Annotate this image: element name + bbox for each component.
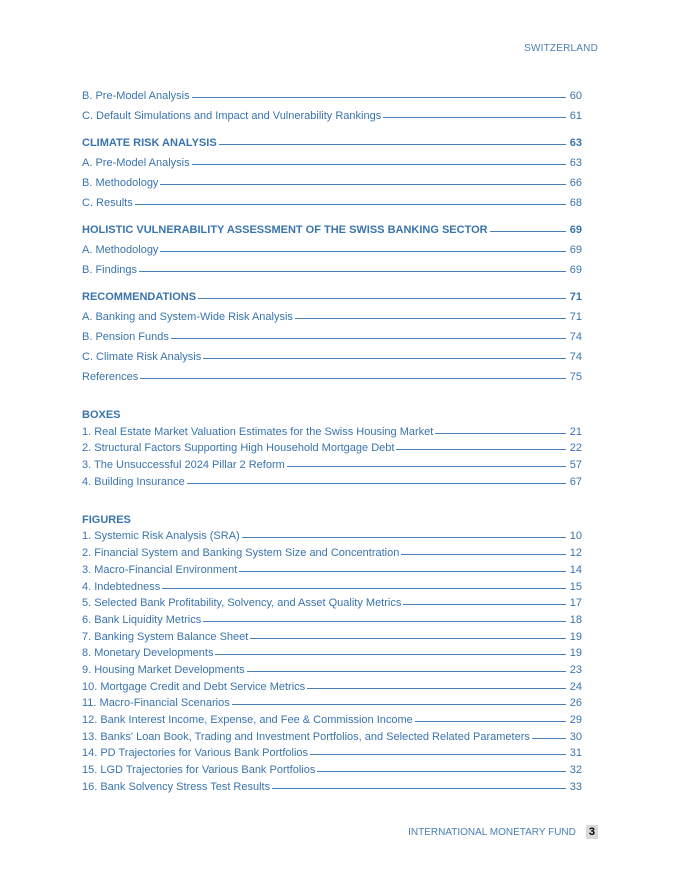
leader-line bbox=[232, 703, 566, 705]
toc-entry-label: 1. Real Estate Market Valuation Estimates for the Swiss Housing Market bbox=[82, 425, 434, 438]
toc-entry-page: 67 bbox=[569, 475, 582, 488]
toc-entry[interactable] bbox=[82, 726, 582, 743]
leader-line bbox=[162, 587, 566, 589]
leader-line bbox=[435, 432, 566, 434]
leader-line bbox=[160, 250, 566, 252]
leader-line bbox=[203, 357, 566, 359]
leader-line bbox=[415, 720, 566, 722]
toc-section-heading[interactable] bbox=[82, 216, 582, 236]
toc-entry[interactable] bbox=[82, 454, 582, 471]
toc-entry-page: 69 bbox=[569, 224, 582, 236]
toc-entry-label: 8. Monetary Developments bbox=[82, 647, 214, 660]
toc-entry[interactable] bbox=[82, 189, 582, 209]
leader-line bbox=[295, 317, 566, 319]
toc-section-heading[interactable] bbox=[82, 129, 582, 149]
toc-entry-page: 26 bbox=[569, 697, 582, 710]
leader-line bbox=[396, 448, 566, 450]
toc-entry-label: C. Results bbox=[82, 197, 133, 209]
toc-entry[interactable] bbox=[82, 169, 582, 189]
page-footer bbox=[408, 825, 598, 839]
toc-entry-page: 21 bbox=[569, 425, 582, 438]
leader-line bbox=[239, 570, 566, 572]
leader-line bbox=[401, 553, 566, 555]
toc-entry-label: 10. Mortgage Credit and Debt Service Metrics bbox=[82, 680, 306, 693]
toc-entry-label: 11. Macro-Financial Scenarios bbox=[82, 697, 230, 710]
toc-entry-page: 24 bbox=[569, 680, 582, 693]
toc-entry[interactable] bbox=[82, 236, 582, 256]
toc-entry-label: A. Pre-Model Analysis bbox=[82, 157, 190, 169]
toc-entry-page: 17 bbox=[569, 597, 582, 610]
toc-entry-page: 71 bbox=[569, 311, 582, 323]
toc-entry[interactable] bbox=[82, 471, 582, 488]
toc-entry-page: 68 bbox=[569, 197, 582, 209]
toc-entry[interactable] bbox=[82, 676, 582, 693]
toc-entry-label: 14. PD Trajectories for Various Bank Portfolios bbox=[82, 747, 309, 760]
toc-entry-page: 19 bbox=[569, 630, 582, 643]
leader-line bbox=[171, 337, 566, 339]
toc-entry-label: 3. The Unsuccessful 2024 Pillar 2 Reform bbox=[82, 459, 285, 472]
leader-line bbox=[532, 737, 566, 739]
leader-line bbox=[490, 230, 566, 232]
toc-entry-page: 29 bbox=[569, 714, 582, 726]
toc-entry[interactable] bbox=[82, 323, 582, 343]
toc-entry-page: 30 bbox=[569, 730, 582, 743]
leader-line bbox=[247, 670, 566, 672]
toc-entry-page: 66 bbox=[569, 177, 582, 189]
leader-line bbox=[203, 620, 566, 622]
figures-list bbox=[82, 526, 582, 793]
toc-entry[interactable] bbox=[82, 343, 582, 363]
toc-entry[interactable] bbox=[82, 759, 582, 776]
toc-entry-page: 22 bbox=[569, 442, 582, 455]
toc-entry-label: 7. Banking System Balance Sheet bbox=[82, 630, 249, 643]
toc-entry-label: 4. Building Insurance bbox=[82, 475, 185, 488]
toc-entry[interactable] bbox=[82, 526, 582, 543]
toc-entry-label: 3. Macro-Financial Environment bbox=[82, 563, 238, 576]
toc-entry-page: 15 bbox=[569, 580, 582, 593]
toc-entry-label: References bbox=[82, 371, 139, 383]
leader-line bbox=[139, 270, 566, 272]
toc-entry[interactable] bbox=[82, 576, 582, 593]
toc-entry-label: 2. Structural Factors Supporting High Household Mortgage Debt bbox=[82, 442, 395, 455]
toc-main-list bbox=[82, 82, 582, 383]
toc-entry-label: CLIMATE RISK ANALYSIS bbox=[82, 137, 217, 149]
toc-entry-label: RECOMMENDATIONS bbox=[82, 291, 197, 303]
leader-line bbox=[192, 96, 566, 98]
toc-entry[interactable] bbox=[82, 659, 582, 676]
toc-entry-label: 16. Bank Solvency Stress Test Results bbox=[82, 780, 271, 793]
leader-line bbox=[160, 183, 566, 185]
leader-line bbox=[272, 787, 566, 789]
leader-line bbox=[187, 482, 566, 484]
toc-entry-label: B. Findings bbox=[82, 264, 138, 276]
toc-entry-page: 71 bbox=[569, 291, 582, 303]
toc-entry-page: 57 bbox=[569, 459, 582, 472]
toc-entry[interactable] bbox=[82, 421, 582, 438]
toc-entry-label: B. Pre-Model Analysis bbox=[82, 90, 190, 102]
toc-entry-label: HOLISTIC VULNERABILITY ASSESSMENT OF THE SWISS BANKING SECTOR bbox=[82, 224, 488, 236]
toc-entry-label: 4. Indebtedness bbox=[82, 580, 161, 593]
toc-entry-page: 14 bbox=[569, 563, 582, 576]
toc-entry-label: 2. Financial System and Banking System Size and Concentration bbox=[82, 547, 400, 560]
leader-line bbox=[198, 297, 566, 299]
toc-entry[interactable] bbox=[82, 82, 582, 102]
toc-entry-label: A. Banking and System-Wide Risk Analysis bbox=[82, 311, 293, 323]
leader-line bbox=[287, 465, 566, 467]
toc-entry-label: 5. Selected Bank Profitability, Solvency, and Asset Quality Metrics bbox=[82, 597, 402, 610]
toc-entry-label: 1. Systemic Risk Analysis (SRA) bbox=[82, 530, 240, 543]
toc-entry-page: 75 bbox=[569, 371, 582, 383]
toc-entry[interactable] bbox=[82, 149, 582, 169]
toc-entry-page: 23 bbox=[569, 663, 582, 676]
running-header: SWITZERLAND bbox=[524, 43, 598, 54]
leader-line bbox=[242, 536, 566, 538]
toc-entry[interactable] bbox=[82, 303, 582, 323]
toc-entry[interactable] bbox=[82, 542, 582, 559]
toc-entry-label: C. Default Simulations and Impact and Vulnerability Rankings bbox=[82, 110, 382, 122]
leader-line bbox=[403, 603, 566, 605]
leader-line bbox=[250, 637, 566, 639]
toc-entry-page: 69 bbox=[569, 264, 582, 276]
toc-entry-label: B. Pension Funds bbox=[82, 331, 169, 343]
toc-entry[interactable] bbox=[82, 438, 582, 455]
leader-line bbox=[317, 770, 566, 772]
toc-entry-page: 19 bbox=[569, 647, 582, 660]
toc-entry-label: 12. Bank Interest Income, Expense, and Fee & Commission Income bbox=[82, 714, 413, 726]
page-number: 3 bbox=[586, 825, 598, 839]
toc-entry-page: 61 bbox=[569, 110, 582, 122]
toc-entry-page: 69 bbox=[569, 244, 582, 256]
toc-entry[interactable] bbox=[82, 363, 582, 383]
toc-entry[interactable] bbox=[82, 102, 582, 122]
toc-entry-page: 74 bbox=[569, 351, 582, 363]
toc-entry-page: 12 bbox=[569, 547, 582, 560]
toc-entry[interactable] bbox=[82, 593, 582, 610]
boxes-list bbox=[82, 421, 582, 488]
leader-line bbox=[192, 163, 566, 165]
toc-entry[interactable] bbox=[82, 626, 582, 643]
toc-entry[interactable] bbox=[82, 709, 582, 726]
toc-entry[interactable] bbox=[82, 643, 582, 660]
toc-entry[interactable] bbox=[82, 256, 582, 276]
figures-heading: FIGURES bbox=[82, 513, 131, 526]
leader-line bbox=[307, 687, 566, 689]
toc-entry-page: 63 bbox=[569, 137, 582, 149]
toc-entry-page: 18 bbox=[569, 613, 582, 626]
toc-entry[interactable] bbox=[82, 559, 582, 576]
toc-entry-label: 15. LGD Trajectories for Various Bank Portfolios bbox=[82, 764, 316, 777]
toc-entry[interactable] bbox=[82, 743, 582, 760]
leader-line bbox=[310, 753, 566, 755]
toc-entry-page: 32 bbox=[569, 764, 582, 777]
leader-line bbox=[135, 203, 566, 205]
toc-entry[interactable] bbox=[82, 776, 582, 793]
toc-entry[interactable] bbox=[82, 609, 582, 626]
toc-entry-label: B. Methodology bbox=[82, 177, 159, 189]
toc-entry-label: 13. Banks' Loan Book, Trading and Investment Portfolios, and Selected Related Parameters bbox=[82, 730, 530, 743]
toc-entry-label: C. Climate Risk Analysis bbox=[82, 351, 202, 363]
leader-line bbox=[215, 653, 566, 655]
toc-entry-page: 10 bbox=[569, 530, 582, 543]
toc-entry-page: 74 bbox=[569, 331, 582, 343]
leader-line bbox=[140, 377, 566, 379]
leader-line bbox=[383, 116, 566, 118]
toc-entry-page: 33 bbox=[569, 780, 582, 793]
toc-section-heading[interactable] bbox=[82, 283, 582, 303]
toc-entry-label: A. Methodology bbox=[82, 244, 159, 256]
boxes-heading: BOXES bbox=[82, 409, 121, 421]
toc-entry-page: 31 bbox=[569, 747, 582, 760]
toc-entry-label: 6. Bank Liquidity Metrics bbox=[82, 613, 202, 626]
toc-entry-label: 9. Housing Market Developments bbox=[82, 663, 245, 676]
leader-line bbox=[219, 143, 566, 145]
toc-entry-page: 60 bbox=[569, 90, 582, 102]
toc-entry[interactable] bbox=[82, 693, 582, 710]
footer-org: INTERNATIONAL MONETARY FUND bbox=[408, 826, 576, 838]
table-of-contents bbox=[82, 82, 582, 793]
toc-entry-page: 63 bbox=[569, 157, 582, 169]
